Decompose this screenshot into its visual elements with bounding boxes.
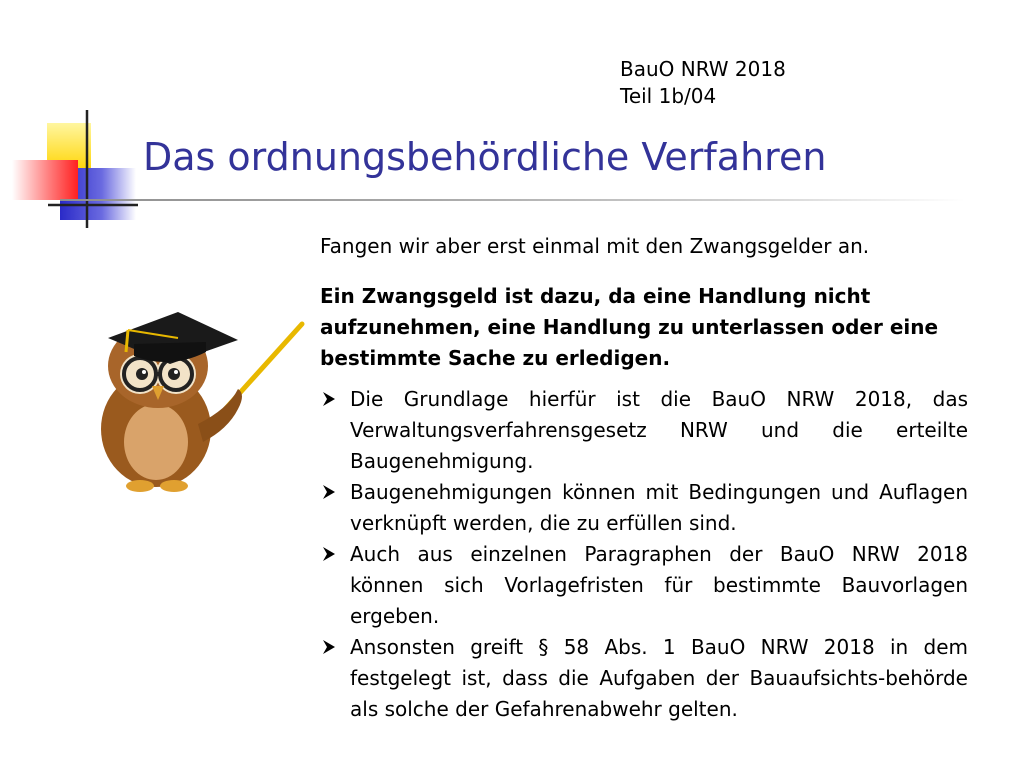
arrow-bullet-icon <box>322 484 336 500</box>
list-item <box>320 632 968 725</box>
list-item-text: Die Grundlage hierfür ist die BauO NRW 2018, das Verwaltungsverfahrensgesetz NRW und die erteilte Baugenehmigung. <box>350 387 968 473</box>
title-divider <box>60 199 965 201</box>
list-item <box>320 477 968 539</box>
arrow-bullet-icon <box>322 639 336 655</box>
chapter-reference-line-1: BauO NRW 2018 <box>620 57 786 81</box>
arrow-bullet-icon <box>322 391 336 407</box>
chapter-reference <box>620 56 786 110</box>
list-item-text: Ansonsten greift § 58 Abs. 1 BauO NRW 2018 in dem festgelegt ist, dass die Aufgaben der Bauaufsichts-behörde als solche der Gefahrenabwehr gelten. <box>350 635 968 721</box>
list-item <box>320 384 968 477</box>
list-item <box>320 539 968 632</box>
slide-content <box>320 231 968 725</box>
list-item-text: Baugenehmigungen können mit Bedingungen und Auflagen verknüpft werden, die zu erfüllen sind. <box>350 480 968 535</box>
bullet-list <box>320 384 968 725</box>
intro-text: Fangen wir aber erst einmal mit den Zwangsgelder an. <box>320 234 870 258</box>
zwangsgeld-definition: Ein Zwangsgeld ist dazu, da eine Handlung nicht aufzunehmen, eine Handlung zu unterlassen oder eine bestimmte Sache zu erledigen. <box>320 284 939 370</box>
page-title: Das ordnungsbehördliche Verfahren <box>143 135 827 179</box>
list-item-text: Auch aus einzelnen Paragraphen der BauO NRW 2018 können sich Vorlagefristen für bestimmte Bauvorlagen ergeben. <box>350 542 968 628</box>
decorative-squares-icon <box>0 0 140 240</box>
arrow-bullet-icon <box>322 546 336 562</box>
owl-teacher-icon <box>88 304 306 494</box>
chapter-reference-line-2: Teil 1b/04 <box>620 84 717 108</box>
